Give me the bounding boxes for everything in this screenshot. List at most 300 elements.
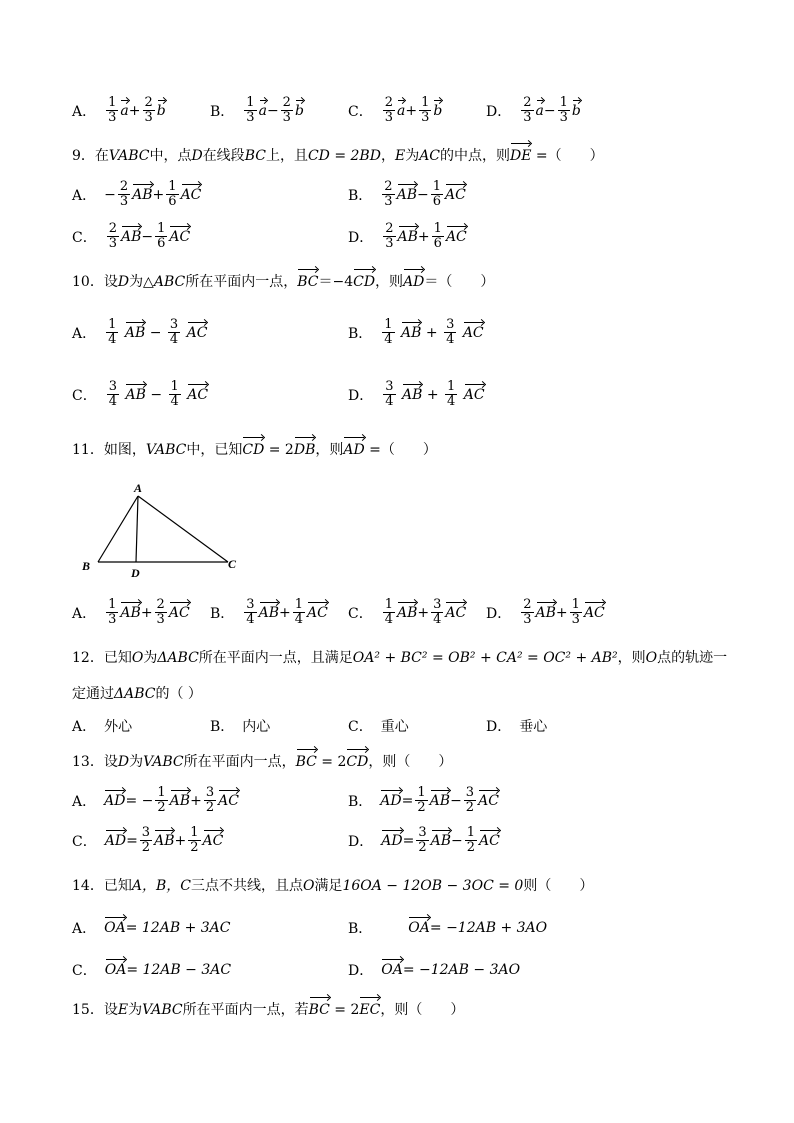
text: 的（ ） bbox=[155, 686, 202, 702]
q15-stem bbox=[72, 1000, 464, 1020]
operator: + bbox=[405, 102, 418, 119]
vector: a bbox=[120, 102, 129, 119]
math: ABC bbox=[153, 274, 186, 290]
option-label: D． bbox=[348, 387, 374, 404]
vector: BC bbox=[308, 1002, 330, 1018]
operator: + bbox=[417, 228, 430, 245]
option-label: D． bbox=[486, 605, 512, 622]
fraction bbox=[382, 318, 394, 347]
math: ＝−4 bbox=[318, 274, 354, 290]
q10-option-c[interactable] bbox=[72, 380, 208, 409]
option-label: B． bbox=[348, 793, 373, 810]
numerator: 1 bbox=[432, 179, 441, 194]
fraction bbox=[431, 598, 443, 627]
vector: AC bbox=[307, 604, 328, 621]
q14-option-b[interactable] bbox=[348, 918, 547, 938]
fraction bbox=[106, 318, 118, 347]
vector: AD bbox=[381, 832, 403, 849]
math: O bbox=[302, 878, 315, 894]
option-label: A． bbox=[72, 103, 97, 120]
option-label: C． bbox=[72, 229, 97, 246]
vector: AD bbox=[380, 792, 402, 809]
fraction bbox=[570, 598, 582, 627]
text: 15．设 bbox=[72, 1002, 118, 1018]
vector: AB bbox=[429, 792, 451, 809]
numerator: 1 bbox=[157, 221, 166, 236]
denominator: 4 bbox=[108, 394, 117, 409]
denominator: 4 bbox=[447, 394, 456, 409]
denominator: 2 bbox=[157, 800, 166, 815]
denominator: 3 bbox=[108, 612, 117, 627]
math: E bbox=[394, 148, 406, 164]
numerator: 1 bbox=[190, 825, 199, 840]
operator: + bbox=[278, 604, 291, 621]
q14-option-c[interactable] bbox=[72, 960, 231, 980]
fraction bbox=[281, 96, 293, 125]
text: 满足 bbox=[314, 878, 343, 894]
option-label: C． bbox=[348, 719, 373, 735]
vector: AC bbox=[186, 324, 208, 341]
math: = − bbox=[125, 792, 154, 809]
text: 所在平面内一点， bbox=[185, 274, 298, 290]
fraction bbox=[464, 786, 476, 815]
vector: AB bbox=[397, 228, 418, 245]
option-label: C． bbox=[348, 605, 373, 622]
vector: AB bbox=[258, 604, 279, 621]
option-text: 垂心 bbox=[519, 719, 548, 735]
vector: DB bbox=[293, 442, 316, 458]
numerator: 3 bbox=[169, 317, 179, 332]
denominator: 3 bbox=[421, 110, 430, 125]
numerator: 2 bbox=[119, 179, 129, 194]
vector: AC bbox=[479, 832, 500, 849]
denominator: 3 bbox=[246, 110, 255, 125]
text: 14．已知 bbox=[72, 878, 132, 894]
option-label: D． bbox=[348, 963, 374, 979]
vector: OA bbox=[408, 920, 430, 936]
q9-stem bbox=[72, 146, 604, 166]
fraction bbox=[188, 826, 200, 855]
vector: AB bbox=[154, 832, 175, 849]
point-d-label: D bbox=[131, 566, 140, 580]
operator: − bbox=[450, 792, 462, 809]
numerator: 3 bbox=[418, 825, 427, 840]
numerator: 1 bbox=[170, 379, 179, 394]
q10-option-b[interactable] bbox=[348, 318, 484, 347]
numerator: 1 bbox=[384, 317, 393, 332]
option-label: D． bbox=[348, 229, 374, 246]
math: CD = 2BD bbox=[307, 148, 381, 164]
math: = 12AB − 3AC bbox=[126, 962, 232, 978]
option-label: A． bbox=[72, 325, 97, 342]
fraction bbox=[444, 318, 456, 347]
denominator: 3 bbox=[384, 194, 393, 209]
numerator: 3 bbox=[433, 597, 442, 612]
fraction bbox=[415, 786, 427, 815]
denominator: 2 bbox=[466, 840, 476, 855]
fraction bbox=[383, 598, 395, 627]
fraction bbox=[118, 180, 130, 209]
text: 所在平面内一点，且满足 bbox=[198, 650, 353, 666]
numerator: 1 bbox=[571, 597, 580, 612]
q13-stem bbox=[72, 752, 452, 772]
fraction bbox=[432, 222, 444, 251]
q12-option-c[interactable] bbox=[348, 716, 409, 736]
vector: AB bbox=[121, 228, 142, 245]
math: VABC bbox=[145, 442, 187, 458]
denominator: 3 bbox=[571, 612, 580, 627]
option-label: C． bbox=[72, 833, 97, 850]
q11-option-b[interactable] bbox=[210, 598, 328, 627]
q13-option-d[interactable] bbox=[348, 826, 500, 855]
numerator: 2 bbox=[108, 221, 117, 236]
fraction bbox=[106, 96, 118, 125]
numerator: 1 bbox=[384, 597, 393, 612]
vector: OA bbox=[104, 920, 126, 936]
vector: a bbox=[258, 102, 267, 119]
vector: DE bbox=[510, 148, 532, 164]
denominator: 2 bbox=[190, 840, 199, 855]
option-label: D． bbox=[486, 719, 512, 735]
math: A，B，C bbox=[131, 878, 191, 894]
fraction bbox=[416, 826, 428, 855]
fraction bbox=[521, 598, 533, 627]
operator: + bbox=[152, 186, 165, 203]
vector: AC bbox=[218, 792, 239, 809]
numerator: 1 bbox=[294, 597, 303, 612]
operator: + bbox=[140, 604, 153, 621]
denominator: 3 bbox=[156, 612, 165, 627]
operator: + bbox=[190, 792, 202, 809]
numerator: 3 bbox=[108, 379, 117, 394]
q14-option-d[interactable] bbox=[348, 960, 520, 980]
fraction bbox=[204, 786, 216, 815]
option-label: C． bbox=[72, 963, 97, 979]
text: =（ ） bbox=[531, 148, 604, 164]
q11-stem bbox=[72, 440, 437, 460]
q9-option-d[interactable] bbox=[348, 222, 467, 251]
math: = 12AB + 3AC bbox=[125, 920, 231, 936]
fraction bbox=[383, 222, 395, 251]
option-text: 内心 bbox=[242, 719, 271, 735]
text: ＝（ ） bbox=[424, 274, 495, 290]
fraction bbox=[107, 380, 119, 409]
text: 点的轨迹一 bbox=[657, 650, 728, 666]
fraction bbox=[293, 598, 305, 627]
option-label: A． bbox=[72, 187, 97, 204]
text: ，则 bbox=[617, 650, 646, 666]
vector: AD bbox=[104, 792, 126, 809]
denominator: 3 bbox=[523, 110, 532, 125]
numerator: 2 bbox=[144, 95, 153, 110]
math: O bbox=[131, 650, 144, 666]
q9-option-a[interactable] bbox=[72, 180, 201, 209]
vertex-c-label: C bbox=[228, 557, 237, 571]
option-label: B． bbox=[348, 921, 373, 937]
option-label: A． bbox=[72, 719, 97, 735]
vector: b bbox=[571, 102, 581, 119]
numerator: 3 bbox=[205, 785, 215, 800]
fraction bbox=[168, 318, 180, 347]
text: 在线段 bbox=[202, 148, 245, 164]
math: D bbox=[117, 754, 130, 770]
q11-option-c[interactable] bbox=[348, 598, 466, 627]
numerator: 1 bbox=[559, 95, 568, 110]
fraction bbox=[140, 826, 152, 855]
vector: a bbox=[397, 102, 406, 119]
operator: − bbox=[150, 386, 163, 403]
numerator: 1 bbox=[108, 95, 117, 110]
text: 定通过 bbox=[72, 686, 114, 702]
numerator: 2 bbox=[282, 95, 291, 110]
numerator: 1 bbox=[108, 317, 117, 332]
vector: AC bbox=[202, 832, 224, 849]
denominator: 6 bbox=[432, 194, 441, 209]
vertex-a-label: A bbox=[134, 481, 143, 495]
numerator: 3 bbox=[446, 317, 455, 332]
fraction bbox=[244, 96, 256, 125]
text: 9．在 bbox=[72, 148, 109, 164]
denominator: 3 bbox=[282, 110, 291, 125]
q9-option-b[interactable] bbox=[348, 180, 466, 209]
numerator: 2 bbox=[523, 95, 532, 110]
option-label: C． bbox=[348, 103, 373, 120]
fraction bbox=[155, 786, 167, 815]
math: VABC bbox=[108, 148, 150, 164]
q12-stem-line1 bbox=[72, 648, 727, 668]
numerator: 1 bbox=[433, 221, 442, 236]
text: 为 bbox=[143, 650, 158, 666]
q11-option-a[interactable] bbox=[72, 598, 190, 627]
math: = −12AB + 3AO bbox=[429, 920, 548, 936]
math: = 2 bbox=[264, 442, 294, 458]
fraction bbox=[166, 180, 178, 209]
denominator: 4 bbox=[384, 332, 393, 347]
option-label: B． bbox=[348, 187, 373, 204]
math: 16OA − 12OB − 3OC = 0 bbox=[342, 878, 524, 894]
denominator: 3 bbox=[384, 110, 393, 125]
vector: b bbox=[156, 102, 166, 119]
option-label: A． bbox=[72, 605, 97, 622]
numerator: 1 bbox=[447, 379, 456, 394]
q12-option-b[interactable] bbox=[210, 716, 270, 736]
vector: CD bbox=[242, 442, 265, 458]
vector: AC bbox=[168, 604, 190, 621]
math: = 2 bbox=[329, 1002, 360, 1018]
edge-ab bbox=[98, 496, 138, 562]
operator: − bbox=[149, 324, 162, 341]
denominator: 3 bbox=[385, 236, 394, 251]
q8-option-a[interactable] bbox=[72, 96, 166, 125]
vector: AD bbox=[403, 274, 425, 290]
denominator: 4 bbox=[433, 612, 442, 627]
option-label: B． bbox=[210, 103, 235, 120]
vector: OA bbox=[104, 962, 127, 978]
vector: AC bbox=[445, 604, 467, 621]
q14-option-a[interactable] bbox=[72, 918, 230, 938]
vertex-b-label: B bbox=[82, 559, 91, 573]
denominator: 3 bbox=[119, 194, 129, 209]
denominator: 3 bbox=[108, 110, 117, 125]
numerator: 3 bbox=[141, 825, 151, 840]
denominator: 6 bbox=[433, 236, 442, 251]
text: 所在平面内一点，若 bbox=[182, 1002, 309, 1018]
text: 为 bbox=[129, 754, 144, 770]
q10-option-d[interactable] bbox=[348, 380, 485, 409]
text: ， bbox=[380, 148, 395, 164]
operator: − bbox=[543, 102, 556, 119]
option-text: 重心 bbox=[380, 719, 409, 735]
vector: AB bbox=[401, 324, 422, 341]
vector: AC bbox=[169, 228, 191, 245]
operator: + bbox=[417, 604, 430, 621]
denominator: 4 bbox=[108, 332, 117, 347]
vector: AC bbox=[445, 228, 467, 245]
fraction bbox=[558, 96, 570, 125]
fraction bbox=[521, 96, 533, 125]
numerator: 2 bbox=[384, 179, 393, 194]
denominator: 4 bbox=[169, 332, 179, 347]
q8-option-d[interactable] bbox=[486, 96, 581, 125]
denominator: 4 bbox=[385, 394, 394, 409]
numerator: 1 bbox=[168, 179, 177, 194]
text: 12．已知 bbox=[72, 650, 132, 666]
text: 为 bbox=[128, 1002, 143, 1018]
denominator: 4 bbox=[170, 394, 179, 409]
edge-ac bbox=[138, 496, 228, 562]
fraction bbox=[106, 598, 118, 627]
vector: BC bbox=[295, 754, 317, 770]
vector: AB bbox=[169, 792, 191, 809]
fraction bbox=[419, 96, 431, 125]
vector: AB bbox=[535, 604, 556, 621]
fraction bbox=[382, 180, 394, 209]
sign: − bbox=[104, 186, 116, 203]
operator: + bbox=[128, 102, 141, 119]
fraction bbox=[445, 380, 457, 409]
q10-option-a[interactable] bbox=[72, 318, 207, 347]
math: E bbox=[117, 1002, 129, 1018]
vector: AB bbox=[430, 832, 451, 849]
operator: − bbox=[266, 102, 279, 119]
operator: + bbox=[174, 832, 187, 849]
numerator: 1 bbox=[466, 825, 476, 840]
text: 所在平面内一点， bbox=[183, 754, 296, 770]
denominator: 2 bbox=[417, 800, 426, 815]
numerator: 2 bbox=[385, 221, 394, 236]
math: OA² + BC² = OB² + CA² = OC² + AB² bbox=[352, 650, 618, 666]
segment-ad bbox=[136, 496, 138, 562]
vector: BC bbox=[297, 274, 319, 290]
text: 的中点，则 bbox=[440, 148, 511, 164]
option-label: D． bbox=[348, 833, 374, 850]
text: 中，点 bbox=[149, 148, 192, 164]
option-label: A． bbox=[72, 921, 97, 937]
fraction bbox=[431, 180, 443, 209]
q8-option-c[interactable] bbox=[348, 96, 442, 125]
denominator: 4 bbox=[446, 332, 455, 347]
operator: + bbox=[555, 604, 568, 621]
vector: EC bbox=[359, 1002, 381, 1018]
fraction bbox=[169, 380, 181, 409]
q8-option-b[interactable] bbox=[210, 96, 304, 125]
fraction bbox=[143, 96, 155, 125]
math: ΔABC bbox=[114, 686, 156, 702]
numerator: 3 bbox=[246, 597, 255, 612]
math: O bbox=[645, 650, 658, 666]
text: 则（ ） bbox=[523, 878, 594, 894]
vector: OA bbox=[381, 962, 403, 978]
q12-option-a[interactable] bbox=[72, 716, 132, 736]
vector: AB bbox=[396, 186, 417, 203]
vector: AB bbox=[401, 386, 423, 403]
q13-option-b[interactable] bbox=[348, 786, 499, 815]
operator: + bbox=[425, 324, 438, 341]
vector: b bbox=[433, 102, 443, 119]
denominator: 2 bbox=[418, 840, 427, 855]
denominator: 4 bbox=[384, 612, 393, 627]
numerator: 1 bbox=[421, 95, 430, 110]
numerator: 2 bbox=[156, 597, 165, 612]
fraction bbox=[155, 222, 167, 251]
fraction bbox=[465, 826, 477, 855]
q13-option-a[interactable] bbox=[72, 786, 239, 815]
text: 为 bbox=[405, 148, 420, 164]
vector: AD bbox=[104, 832, 127, 849]
numerator: 2 bbox=[523, 597, 532, 612]
denominator: 3 bbox=[108, 236, 117, 251]
text: 为△ bbox=[129, 274, 154, 290]
q11-option-d[interactable] bbox=[486, 598, 605, 627]
vector: b bbox=[294, 102, 304, 119]
q12-stem-line2 bbox=[72, 684, 202, 704]
option-label: B． bbox=[210, 719, 235, 735]
fraction bbox=[244, 598, 256, 627]
fraction bbox=[107, 222, 119, 251]
text: 11．如图， bbox=[72, 442, 146, 458]
vector: AC bbox=[445, 186, 466, 203]
operator: − bbox=[141, 228, 154, 245]
vector: AB bbox=[132, 186, 153, 203]
numerator: 1 bbox=[417, 785, 426, 800]
vector: CD bbox=[353, 274, 376, 290]
text: 中，已知 bbox=[186, 442, 243, 458]
denominator: 3 bbox=[559, 110, 568, 125]
q13-option-c[interactable] bbox=[72, 826, 223, 855]
q9-option-c[interactable] bbox=[72, 222, 190, 251]
fraction bbox=[383, 380, 395, 409]
math: D bbox=[117, 274, 130, 290]
vector: AC bbox=[180, 186, 202, 203]
vector: AB bbox=[125, 386, 146, 403]
operator: − bbox=[416, 186, 429, 203]
math: = −12AB − 3AO bbox=[402, 962, 521, 978]
math: = bbox=[402, 832, 415, 849]
option-label: C． bbox=[72, 387, 97, 404]
text: ，则 bbox=[315, 442, 344, 458]
q12-option-d[interactable] bbox=[486, 716, 547, 736]
numerator: 3 bbox=[385, 379, 394, 394]
math: = 2 bbox=[316, 754, 347, 770]
operator: + bbox=[426, 386, 439, 403]
numerator: 1 bbox=[246, 95, 255, 110]
text: ，则（ ） bbox=[380, 1002, 465, 1018]
text: 13．设 bbox=[72, 754, 118, 770]
denominator: 2 bbox=[141, 840, 151, 855]
denominator: 6 bbox=[168, 194, 177, 209]
text: 三点不共线，且点 bbox=[190, 878, 303, 894]
numerator: 1 bbox=[108, 597, 117, 612]
